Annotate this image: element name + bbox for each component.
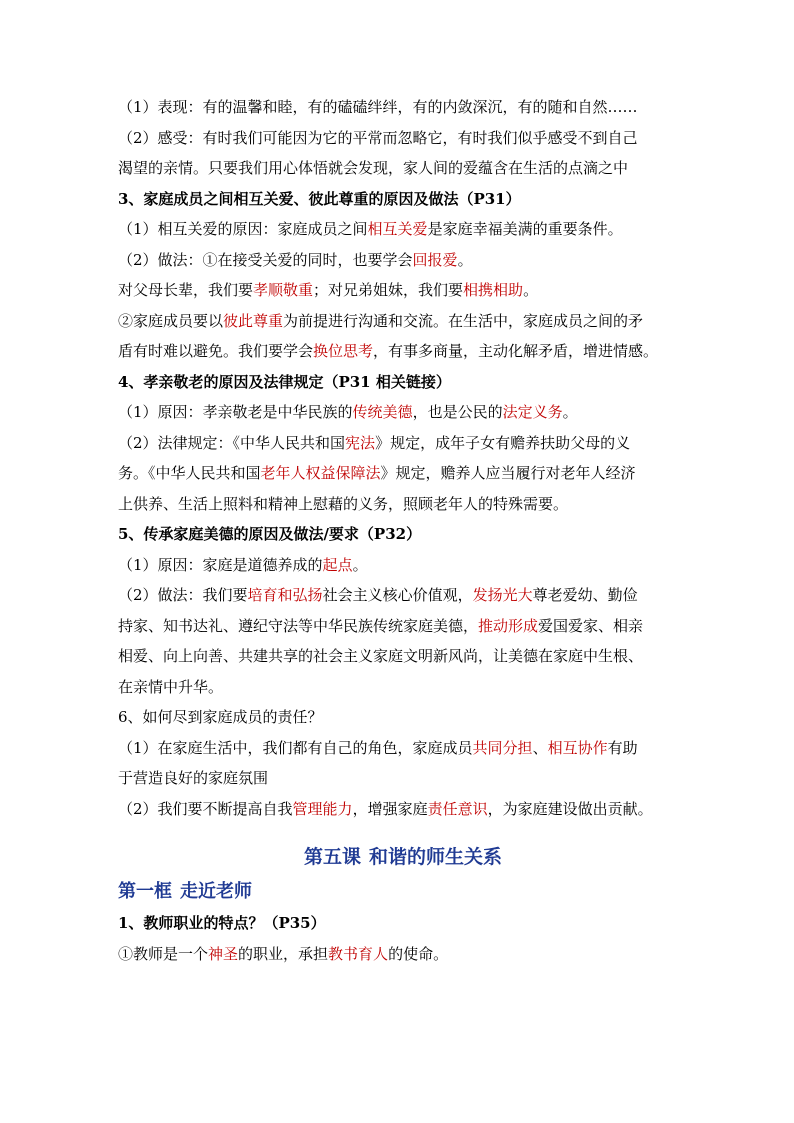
keyword: 相携相助 [463, 281, 524, 299]
text-line [118, 428, 688, 459]
text-span: 上供养、生活上照料和精神上慰藉的义务，照顾老年人的特殊需要。 [118, 494, 569, 513]
keyword: 回报爱 [412, 250, 458, 269]
text-span: 在亲情中升华。 [118, 677, 224, 696]
heading-text: 5、传承家庭美德的原因及做法/要求（P32） [118, 525, 422, 543]
text-span: 于营造良好的家庭氛围 [118, 769, 269, 787]
text-line [118, 245, 688, 276]
text-line [118, 458, 688, 489]
text-span: 》规定，赡养人应当履行对老年人经济 [380, 464, 636, 482]
text-span: 渴望的亲情。只要我们用心体悟就会发现，家人间的爱蕴含在生活的点滴之中 [118, 159, 629, 177]
text-span: 盾有时难以避免。我们要学会 [118, 342, 314, 360]
text-span: 。 [562, 403, 578, 421]
keyword: 彼此尊重 [223, 311, 284, 330]
text-span: 务。《中华人民共和国 [118, 464, 261, 482]
text-span: ②家庭成员要以 [118, 311, 224, 330]
text-span: 是家庭幸福美满的重要条件。 [427, 220, 623, 238]
text-span: 相爱、向上向善、共建共享的社会主义家庭文明新风尚，让美德在家庭中生根、 [118, 647, 644, 665]
keyword: 发扬光大 [472, 586, 533, 604]
text-span: （2）我们要不断提高自我 [118, 799, 293, 818]
document-page [118, 92, 688, 969]
text-line [118, 763, 688, 794]
text-line [118, 275, 688, 306]
frame-number: 第一框 [118, 881, 172, 902]
text-line [118, 580, 688, 611]
text-span: （2）法律规定：《中华人民共和国 [118, 433, 346, 452]
text-line [118, 672, 688, 703]
text-span: 的职业，承担 [238, 944, 329, 963]
text-span: 的使命。 [388, 944, 449, 963]
keyword: 推动形成 [478, 616, 539, 635]
frame-name: 走近老师 [180, 881, 252, 902]
keyword: 管理能力 [292, 799, 353, 818]
frame-title [118, 876, 688, 908]
text-span: 。 [523, 281, 539, 299]
text-span: （2）做法：我们要 [118, 586, 248, 604]
text-line [118, 306, 688, 337]
text-span: 持家、知书达礼、遵纪守法等中华民族传统家庭美德， [118, 616, 479, 635]
lesson-title [118, 842, 688, 872]
keyword: 宪法 [345, 433, 376, 452]
text-span: 。 [352, 555, 368, 574]
heading-text: 6、如何尽到家庭成员的责任？ [118, 708, 323, 726]
text-line [118, 939, 688, 970]
section-heading-5 [118, 519, 688, 550]
heading-text: 1、教师职业的特点？（P35） [118, 914, 326, 932]
keyword: 教书育人 [328, 944, 389, 963]
text-span: ；对兄弟姐妹，我们要 [313, 281, 464, 299]
text-span: （1）在家庭生活中，我们都有自己的角色，家庭成员 [118, 738, 473, 757]
keyword: 传统美德 [352, 403, 413, 421]
text-span: （1）原因：家庭是道德养成的 [118, 555, 323, 574]
text-span: （1）相互关爱的原因：家庭成员之间 [118, 220, 368, 238]
text-span: （1）原因：孝亲敬老是中华民族的 [118, 403, 353, 421]
text-line [118, 214, 688, 245]
keyword: 孝顺敬重 [253, 281, 314, 299]
text-span: ，也是公民的 [412, 403, 503, 421]
text-span: ，增强家庭 [352, 799, 428, 818]
text-span: （1）表现：有的温馨和睦，有的磕磕绊绊，有的内敛深沉，有的随和自然…… [118, 98, 638, 116]
text-line [118, 92, 688, 123]
text-span: （2）感受：有时我们可能因为它的平常而忽略它，有时我们似乎感受不到自己 [118, 128, 638, 147]
text-line [118, 611, 688, 642]
text-span: 。 [457, 250, 473, 269]
text-line [118, 397, 688, 428]
section-heading-teacher [118, 908, 688, 939]
keyword: 共同分担 [472, 738, 533, 757]
section-heading-4 [118, 367, 688, 398]
text-span: 尊老爱幼、勤俭 [532, 586, 638, 604]
keyword: 起点 [322, 555, 353, 574]
keyword: 神圣 [208, 944, 239, 963]
keyword: 法定义务 [502, 403, 563, 421]
text-line [118, 489, 688, 520]
text-line [118, 794, 688, 825]
text-span: （2）做法：①在接受关爱的同时，也要学会 [118, 250, 413, 269]
text-line [118, 641, 688, 672]
keyword: 相互协作 [547, 738, 608, 757]
text-line [118, 336, 688, 367]
keyword: 相互关爱 [367, 220, 428, 238]
text-span: 爱国爱家、相亲 [538, 616, 644, 635]
text-span: 》规定，成年子女有赡养扶助父母的义 [375, 433, 631, 452]
text-line [118, 550, 688, 581]
lesson-number: 第五课 [303, 846, 361, 868]
text-span: ，为家庭建设做出贡献。 [487, 799, 653, 818]
text-span: 对父母长辈，我们要 [118, 281, 254, 299]
text-span: 有助 [607, 738, 638, 757]
heading-text: 3、家庭成员之间相互关爱、彼此尊重的原因及做法（P31） [118, 189, 521, 208]
heading-text: 4、孝亲敬老的原因及法律规定（P31 相关链接） [118, 372, 451, 391]
keyword: 老年人权益保障法 [260, 464, 381, 482]
keyword: 培育和弘扬 [247, 586, 323, 604]
text-span: 、 [532, 738, 548, 757]
text-span: 社会主义核心价值观， [322, 586, 473, 604]
text-line [118, 733, 688, 764]
keyword: 换位思考 [313, 342, 374, 360]
text-span: ①教师是一个 [118, 944, 209, 963]
text-line [118, 153, 688, 184]
text-span: ，有事多商量，主动化解矛盾，增进情感。 [373, 342, 659, 360]
keyword: 责任意识 [427, 799, 488, 818]
lesson-name: 和谐的师生关系 [369, 846, 503, 868]
section-heading-6 [118, 702, 688, 733]
text-line [118, 123, 688, 154]
text-span: 为前提进行沟通和交流。在生活中，家庭成员之间的矛 [283, 311, 644, 330]
section-heading-3 [118, 184, 688, 215]
